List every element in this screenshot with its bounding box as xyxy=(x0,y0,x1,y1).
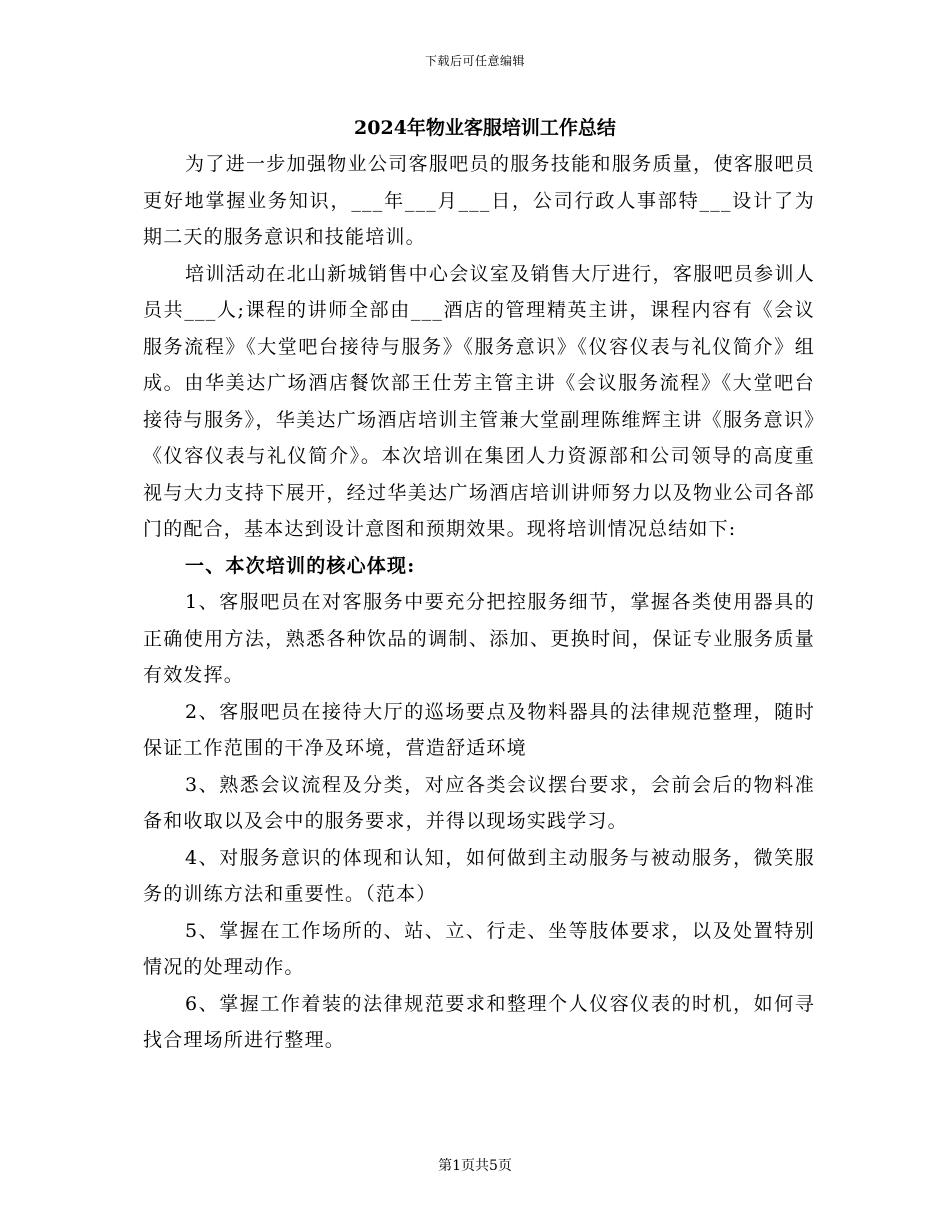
section-heading: 一、本次培训的核心体现: xyxy=(185,554,416,577)
list-item: 4、对服务意识的体现和认知，如何做到主动服务与被动服务，微笑服务的训练方法和重要性。（范本） xyxy=(143,846,815,905)
download-note: 下载后可任意编辑 xyxy=(424,54,525,68)
page-number: 第1页共5页 xyxy=(438,1158,512,1174)
intro-paragraph: 为了进一步加强物业公司客服吧员的服务技能和服务质量，使客服吧员更好地掌握业务知识，___年___月___日，公司行政人事部特___设计了为期二天的服务意识和技能培训。 xyxy=(143,153,815,248)
list-item: 3、熟悉会议流程及分类，对应各类会议摆台要求，会前会后的物料准备和收取以及会中的服务要求，并得以现场实践学习。 xyxy=(143,773,815,832)
list-item: 6、掌握工作着装的法律规范要求和整理个人仪容仪表的时机，如何寻找合理场所进行整理。 xyxy=(143,992,815,1051)
training-activity-paragraph: 培训活动在北山新城销售中心会议室及销售大厅进行，客服吧员参训人员共___人;课程的讲师全部由___酒店的管理精英主讲，课程内容有《会议服务流程》《大堂吧台接待与服务》《服务意识》《仪容仪表与礼仪简介》组成。由华美达广场酒店餐饮部王仕芳主管主讲《会议服务流程》《大堂吧台接待与服务》，华美达广场酒店培训主管兼大堂副理陈维辉主讲《服务意识》《仪容仪表与礼仪简介》。本次培训在集团人力资源部和公司领导的高度重视与大力支持下展开，经过华美达广场酒店培训讲师努力以及物业公司各部门的配合，基本达到设计意图和预期效果。现将培训情况总结如下: xyxy=(143,262,815,540)
document-body xyxy=(143,146,815,1059)
list-item: 2、客服吧员在接待大厅的巡场要点及物料器具的法律规范整理，随时保证工作范围的干净及环境，营造舒适环境 xyxy=(143,700,815,759)
list-item: 1、客服吧员在对客服务中要充分把控服务细节，掌握各类使用器具的正确使用方法，熟悉各种饮品的调制、添加、更换时间，保证专业服务质量有效发挥。 xyxy=(143,591,815,686)
list-item: 5、掌握在工作场所的、站、立、行走、坐等肢体要求，以及处置特别情况的处理动作。 xyxy=(143,919,815,978)
document-title: 2024年物业客服培训工作总结 xyxy=(354,117,616,139)
